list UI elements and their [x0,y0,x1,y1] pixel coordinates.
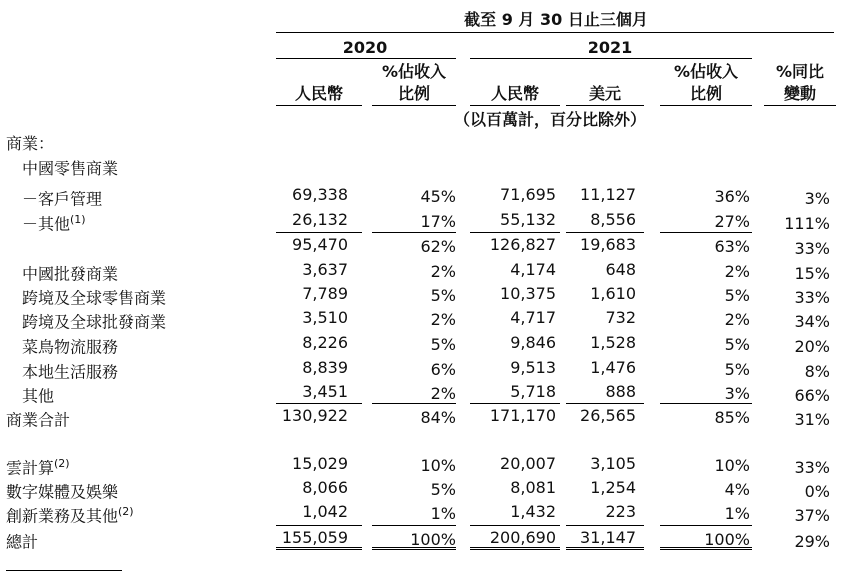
pct-2020-value-text: 10% [420,456,456,475]
rmb-2020-value [262,528,348,548]
rmb-2021-value [470,382,556,402]
row-label [22,358,118,382]
footnote-marker: (2) [118,505,134,518]
pct-2020-value [372,408,456,428]
rmb-2020-value [262,333,348,353]
yoy-change-value [764,532,830,552]
row-label [6,478,118,502]
row-label-text: 數字媒體及娛樂 [6,482,119,502]
commerce-total-rule-usd-2021 [566,403,644,404]
col-rule-usd-2021 [566,105,644,106]
rmb-2020-value [262,406,348,426]
rmb-2020-value-text: 95,470 [292,235,348,254]
table-row [0,282,850,306]
rmb-2020-value [262,260,348,280]
yoy-change-value [764,410,830,430]
pct-2020-value-text: 2% [430,310,456,329]
pct-2020-value [372,212,456,232]
commerce-total-rule-rmb-2021 [470,403,560,404]
pct-2021-value [660,335,750,355]
table-row [0,306,850,330]
pct-2021-value-text: 1% [724,504,750,523]
rmb-2021-value [470,284,556,304]
grand-total-top-rule-pct-2020 [372,525,456,526]
usd-2021-value [566,382,636,402]
grand-total-double-rule-rmb-2020 [276,547,362,550]
row-label-text: 跨境及全球零售商業 [22,288,167,308]
row-label [6,454,70,478]
row-label-text: 其他 [22,386,55,406]
yoy-change-value-text: 20% [794,337,830,356]
col-yoy-header-line1: %同比 [775,62,825,81]
usd-2021-value [566,454,636,474]
table-row [0,404,850,428]
grand-total-double-rule-pct-2020 [372,547,456,550]
usd-2021-value-text: 1,476 [590,358,636,377]
yoy-change-value [764,506,830,526]
subtotal-rule-pct-2021 [660,232,752,233]
usd-2021-value-text: 3,105 [590,454,636,473]
usd-2021-value-text: 26,565 [580,406,636,425]
rmb-2021-value [470,260,556,280]
yoy-change-value-text: 0% [804,482,830,501]
rmb-2020-value [262,478,348,498]
yoy-change-value-text: 37% [794,506,830,525]
pct-2020-value [372,360,456,380]
rmb-2020-value [262,382,348,402]
rmb-2021-value [470,358,556,378]
row-label-text: 商業合計 [6,410,71,430]
rmb-2020-value-text: 3,510 [302,308,348,327]
rmb-2021-value-text: 9,513 [510,358,556,377]
pct-2021-value [660,360,750,380]
row-label-text: 中國批發商業 [22,264,119,284]
row-label-text: 總計 [6,532,39,552]
yoy-change-value [764,458,830,478]
rmb-2021-value-text: 71,695 [500,185,556,204]
pct-2020-value-text: 62% [420,237,456,256]
pct-2021-value [660,480,750,500]
yoy-change-value [764,386,830,406]
usd-2021-value [566,478,636,498]
rmb-2020-value [262,210,348,230]
col-pct-2021-header-line1: %佔收入 [673,62,739,81]
row-label [22,185,102,209]
row-label-text: －其他 [22,214,71,234]
pct-2020-value-text: 6% [430,360,456,379]
table-row [0,500,850,524]
table-row [0,476,850,500]
usd-2021-value-text: 11,127 [580,185,636,204]
grand-total-top-rule-rmb-2020 [276,525,362,526]
pct-2021-value [660,286,750,306]
rmb-2020-value [262,308,348,328]
pct-2020-value [372,504,456,524]
rmb-2021-value-text: 5,718 [510,382,556,401]
pct-2020-value-text: 17% [420,212,456,231]
usd-2021-value-text: 19,683 [580,235,636,254]
col-rule-pct-2021 [660,105,752,106]
rmb-2021-value [470,333,556,353]
pct-2021-value [660,456,750,476]
commerce-total-rule-rmb-2020 [276,403,362,404]
usd-2021-value-text: 8,556 [590,210,636,229]
rmb-2020-value [262,185,348,205]
period-heading: 截至 9 月 30 日止三個月 [464,10,648,29]
pct-2021-value-text: 4% [724,480,750,499]
table-row [0,208,850,232]
pct-2020-value [372,262,456,282]
pct-2020-value-text: 100% [410,530,456,549]
pct-2021-value [660,504,750,524]
pct-2021-value [660,212,750,232]
row-label [6,406,70,430]
usd-2021-value [566,260,636,280]
col-yoy-header-line2: 變動 [783,84,816,103]
rmb-2021-value-text: 200,690 [489,528,556,547]
yoy-change-value [764,312,830,332]
pct-2020-value [372,384,456,404]
pct-2021-value [660,187,750,207]
row-label [22,382,54,406]
pct-2021-value-text: 5% [724,335,750,354]
col-rule-pct-2020 [372,105,456,106]
rmb-2020-value-text: 15,029 [292,454,348,473]
pct-2021-value-text: 10% [714,456,750,475]
usd-2021-value-text: 223 [605,502,636,521]
table-row [0,183,850,207]
grand-total-top-rule-usd-2021 [566,525,644,526]
rmb-2020-value [262,502,348,522]
pct-2021-value-text: 3% [724,384,750,403]
usd-2021-value-text: 648 [605,260,636,279]
table-row [0,452,850,476]
pct-2020-value [372,335,456,355]
row-label-text: 創新業務及其他 [6,506,119,526]
grand-total-top-rule-rmb-2021 [470,525,560,526]
rmb-2020-value-text: 8,839 [302,358,348,377]
rmb-2021-value [470,454,556,474]
yoy-change-value-text: 3% [804,189,830,208]
yoy-change-value [764,482,830,502]
yoy-change-value [764,239,830,259]
yoy-change-value-text: 29% [794,532,830,551]
yoy-change-value [764,288,830,308]
rmb-2020-value-text: 1,042 [302,502,348,521]
grand-total-double-rule-rmb-2021 [470,547,560,550]
col-rmb-2021-header: 人民幣 [490,84,539,103]
rmb-2021-value-text: 171,170 [489,406,556,425]
grand-total-double-rule-pct-2021 [660,547,752,550]
pct-2020-value [372,237,456,257]
pct-2021-value-text: 27% [714,212,750,231]
yoy-change-value-text: 31% [794,410,830,429]
row-label [6,528,38,552]
subtotal-rule-rmb-2020 [276,232,362,233]
pct-2021-value-text: 100% [704,530,750,549]
yoy-change-value-text: 33% [794,288,830,307]
table-row [0,380,850,404]
rmb-2020-value-text: 8,066 [302,478,348,497]
usd-2021-value [566,406,636,426]
usd-2021-value [566,333,636,353]
unit-note: （以百萬計，百分比除外） [453,110,646,129]
col-pct-2021-header-line2: 比例 [689,84,722,103]
col-pct-2020-header-line2: 比例 [397,84,430,103]
row-label-text: 菜鳥物流服務 [22,337,119,357]
subtotal-rule-pct-2020 [372,232,456,233]
pct-2021-value [660,408,750,428]
rmb-2020-value [262,454,348,474]
row-label [22,333,118,357]
pct-2021-value-text: 2% [724,262,750,281]
pct-2020-value [372,456,456,476]
rmb-2021-value [470,210,556,230]
rmb-2021-value [470,478,556,498]
col-rule-rmb-2020 [276,105,362,106]
rmb-2021-value-text: 20,007 [500,454,556,473]
grand-total-top-rule-pct-2021 [660,525,752,526]
usd-2021-value-text: 732 [605,308,636,327]
pct-2020-value-text: 5% [430,480,456,499]
rmb-2020-value-text: 130,922 [281,406,348,425]
row-label-text: 雲計算 [6,458,55,478]
row-label [22,284,166,308]
usd-2021-value-text: 31,147 [580,528,636,547]
pct-2020-value-text: 45% [420,187,456,206]
pct-2021-value [660,310,750,330]
usd-2021-value [566,210,636,230]
usd-2021-value [566,185,636,205]
col-rule-yoy [764,105,836,106]
rmb-2020-value-text: 155,059 [281,528,348,547]
year-2020-rule [276,58,456,59]
usd-2021-value [566,528,636,548]
pct-2021-value-text: 85% [714,408,750,427]
rmb-2021-value-text: 126,827 [489,235,556,254]
yoy-change-value [764,214,830,234]
pct-2021-value [660,384,750,404]
footnote-marker: (2) [54,457,70,470]
pct-2020-value [372,310,456,330]
yoy-change-value-text: 33% [794,239,830,258]
rmb-2021-value [470,502,556,522]
rmb-2021-value-text: 9,846 [510,333,556,352]
subtotal-rule-rmb-2021 [470,232,560,233]
pct-2020-value-text: 5% [430,286,456,305]
pct-2020-value [372,286,456,306]
yoy-change-value-text: 34% [794,312,830,331]
grand-total-double-rule-usd-2021 [566,547,644,550]
rmb-2020-value [262,358,348,378]
yoy-change-value-text: 33% [794,458,830,477]
usd-2021-value-text: 888 [605,382,636,401]
col-usd-2021-header: 美元 [588,84,621,103]
yoy-change-value [764,189,830,209]
rmb-2021-value [470,528,556,548]
year-2020-heading: 2020 [342,38,388,57]
rmb-2021-value-text: 1,432 [510,502,556,521]
usd-2021-value-text: 1,528 [590,333,636,352]
rmb-2021-value-text: 10,375 [500,284,556,303]
col-pct-2020-header-line1: %佔收入 [381,62,447,81]
yoy-change-value [764,337,830,357]
rmb-2020-value-text: 3,451 [302,382,348,401]
year-2021-heading: 2021 [587,38,633,57]
rmb-2021-value [470,235,556,255]
period-rule [276,32,834,33]
usd-2021-value [566,358,636,378]
usd-2021-value [566,235,636,255]
rmb-2021-value [470,185,556,205]
pct-2020-value [372,480,456,500]
rmb-2020-value-text: 8,226 [302,333,348,352]
col-rmb-2020-header: 人民幣 [294,84,343,103]
rmb-2021-value-text: 55,132 [500,210,556,229]
rmb-2020-value-text: 26,132 [292,210,348,229]
rmb-2020-value-text: 3,637 [302,260,348,279]
pct-2021-value [660,262,750,282]
usd-2021-value-text: 1,254 [590,478,636,497]
row-label-text: 跨境及全球批發商業 [22,312,167,332]
col-rule-rmb-2021 [470,105,560,106]
pct-2021-value-text: 2% [724,310,750,329]
row-label [22,260,118,284]
pct-2020-value [372,187,456,207]
row-label-text: 本地生活服務 [22,362,119,382]
rmb-2021-value [470,406,556,426]
usd-2021-value-text: 1,610 [590,284,636,303]
rmb-2021-value-text: 4,717 [510,308,556,327]
rmb-2021-value-text: 4,174 [510,260,556,279]
usd-2021-value [566,502,636,522]
yoy-change-value [764,264,830,284]
pct-2020-value-text: 84% [420,408,456,427]
commerce-total-rule-pct-2020 [372,403,456,404]
section-commerce-label: 商業： [6,134,55,153]
row-label [6,502,134,526]
row-label [22,210,86,234]
rmb-2020-value [262,284,348,304]
rmb-2020-value-text: 69,338 [292,185,348,204]
rmb-2020-value-text: 7,789 [302,284,348,303]
yoy-change-value-text: 8% [804,362,830,381]
table-row [0,356,850,380]
pct-2020-value-text: 1% [430,504,456,523]
pct-2021-value [660,237,750,257]
pct-2021-value-text: 5% [724,286,750,305]
row-label [22,308,166,332]
footnote-marker: (1) [70,213,86,226]
pct-2020-value-text: 2% [430,262,456,281]
usd-2021-value [566,284,636,304]
table-row [0,331,850,355]
subtotal-rule-usd-2021 [566,232,644,233]
pct-2021-value-text: 36% [714,187,750,206]
table-row [0,258,850,282]
pct-2020-value-text: 2% [430,384,456,403]
footnote-separator [6,570,122,571]
pct-2020-value-text: 5% [430,335,456,354]
rmb-2021-value-text: 8,081 [510,478,556,497]
rmb-2021-value [470,308,556,328]
yoy-change-value-text: 111% [784,214,830,233]
yoy-change-value [764,362,830,382]
pct-2021-value-text: 63% [714,237,750,256]
yoy-change-value-text: 15% [794,264,830,283]
table-row [0,233,850,257]
row-label-text: －客戶管理 [22,189,103,209]
china-retail-label: 中國零售商業 [22,159,119,178]
yoy-change-value-text: 66% [794,386,830,405]
pct-2021-value-text: 5% [724,360,750,379]
usd-2021-value [566,308,636,328]
commerce-total-rule-pct-2021 [660,403,752,404]
rmb-2020-value [262,235,348,255]
year-2021-rule [470,58,752,59]
